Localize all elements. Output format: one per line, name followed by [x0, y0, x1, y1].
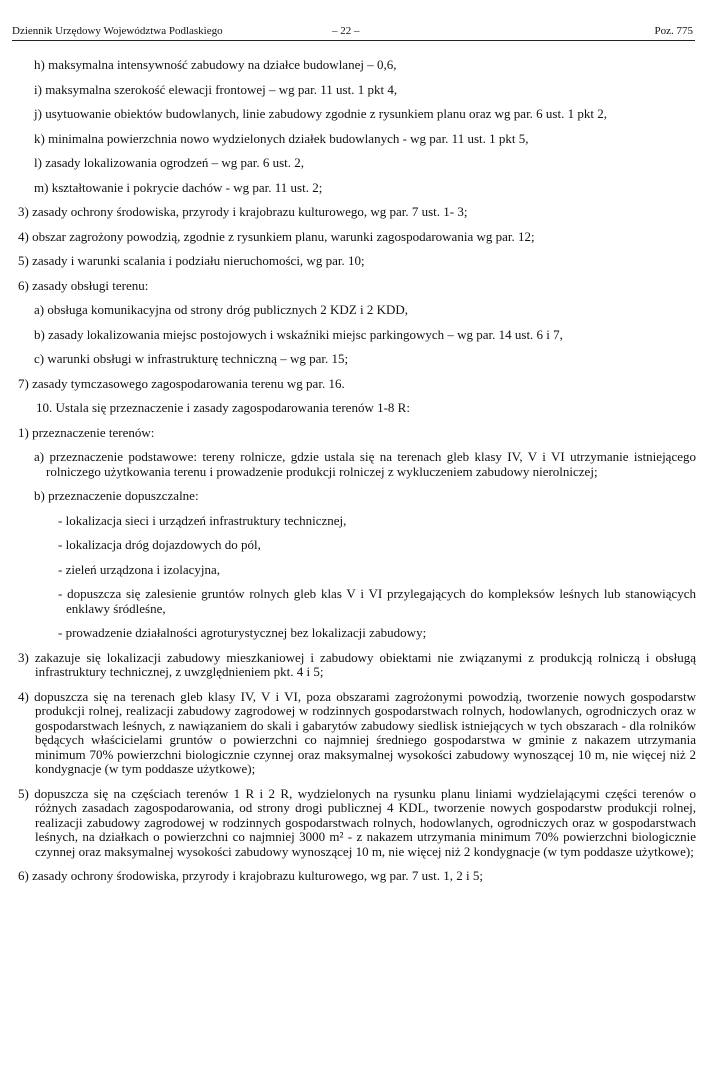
list-item: 6) zasady ochrony środowiska, przyrody i krajobrazu kulturowego, wg par. 7 ust. 1, 2 i 5; — [18, 868, 484, 883]
page-header — [12, 22, 695, 41]
list-item: b) zasady lokalizowania miejsc postojowych i wskaźniki miejsc parkingowych – wg par. 14 ust. 6 i 7, — [34, 326, 563, 342]
list-item: k) minimalna powierzchnia nowo wydzielonych działek budowlanych - wg par. 11 ust. 1 pkt 5, — [34, 130, 529, 146]
journal-title: Dziennik Urzędowy Województwa Podlaskiego — [12, 25, 223, 37]
list-item: i) maksymalna szerokość elewacji frontowej – wg par. 11 ust. 1 pkt 4, — [34, 81, 398, 97]
page-number: – 22 – — [332, 25, 360, 37]
list-item: 3) zakazuje się lokalizacji zabudowy mieszkaniowej i zabudowy obiektami nie związanymi z produkcją rolniczą i obsługą infrastruktury technicznej, z uwzględnieniem pkt. 4 i 5; — [18, 649, 696, 679]
position-number: Poz. 775 — [654, 25, 693, 37]
list-item: a) obsługa komunikacyjna od strony dróg publicznych 2 KDZ i 2 KDD, — [34, 302, 409, 317]
list-item: - prowadzenie działalności agroturystycznej bez lokalizacji zabudowy; — [58, 625, 427, 640]
list-item: l) zasady lokalizowania ogrodzeń – wg par. 6 ust. 2, — [34, 155, 305, 170]
list-item: 5) dopuszcza się na częściach terenów 1 R i 2 R, wydzielonych na rysunku planu liniami wydzielającymi części terenów o różnych zasadach zagospodarowania, od strony drogi publicznej 4 KDL, tworzenie nowych gospodarstw produkcji rolnej, realizacji zabudowy zagrodowej w rodzinnych gospodarstwach rolnych, hodowlanych, ogrodniczych oraz w gospodarstwach leśnych, na działkach o powierzchni co najmniej 3000 m² - z nakazem utrzymania minimum 70% powierzchni biologicznie czynnej oraz maksymalnej wysokości zabudowy wynoszącej 10 m, nie więcej niż 2 kondygnacje (w tym poddasze użytkowe); — [18, 785, 696, 859]
list-item: 7) zasady tymczasowego zagospodarowania terenu wg par. 16. — [18, 375, 345, 391]
list-item: 4) dopuszcza się na terenach gleb klasy IV, V i VI, poza obszarami zagrożonymi powodzią, tworzenie nowych gospodarstw produkcji rolnej, realizacji zabudowy zagrodowej w rodzinnych gospodarstwach rolnych, hodowlanych, ogrodniczych oraz w gospodarstwach leśnych, z nawiązaniem do skali i gabarytów zabudowy siedlisk istniejących w tych obszarach - dla rolników będących właścicielami gruntów o powierzchni co najmniej średniego gospodarstwa w gminie z nakazem utrzymania minimum 70% powierzchni biologicznie czynnej oraz maksymalnej wysokości zabudowy wynoszącej 10 m, nie więcej niż 2 kondygnacje (w tym poddasze użytkowe); — [18, 688, 696, 776]
list-item: a) przeznaczenie podstawowe: tereny rolnicze, gdzie ustala się na terenach gleb klasy IV, V i VI utrzymanie istniejącego rolniczego użytkowania terenu i prowadzenie produkcji rolniczej z wykluczeniem zabudowy nierolniczej; — [34, 449, 696, 479]
list-item: m) kształtowanie i pokrycie dachów - wg par. 11 ust. 2; — [34, 179, 323, 195]
list-item: 6) zasady obsługi terenu: — [18, 277, 149, 293]
list-item: h) maksymalna intensywność zabudowy na działce budowlanej – 0,6, — [34, 57, 397, 72]
list-item: 10. Ustala się przeznaczenie i zasady zagospodarowania terenów 1-8 R: — [36, 400, 410, 415]
list-item: - zieleń urządzona i izolacyjna, — [58, 561, 221, 577]
list-item: - lokalizacja dróg dojazdowych do pól, — [58, 537, 261, 552]
list-item: - dopuszcza się zalesienie gruntów rolnych gleb klas V i VI przylegających do kompleksów leśnych lub stanowiących enklawy śródleśne, — [58, 586, 696, 616]
list-item: 3) zasady ochrony środowiska, przyrody i krajobrazu kulturowego, wg par. 7 ust. 1- 3; — [18, 204, 468, 219]
list-item: 5) zasady i warunki scalania i podziału nieruchomości, wg par. 10; — [18, 253, 365, 268]
list-item: 1) przeznaczenie terenów: — [18, 424, 155, 440]
list-item: - lokalizacja sieci i urządzeń infrastruktury technicznej, — [58, 512, 347, 528]
list-item: 4) obszar zagrożony powodzią, zgodnie z rysunkiem planu, warunki zagospodarowania wg par. 12; — [18, 228, 535, 244]
document-body — [18, 58, 696, 894]
list-item: b) przeznaczenie dopuszczalne: — [34, 488, 199, 503]
list-item: j) usytuowanie obiektów budowlanych, linie zabudowy zgodnie z rysunkiem planu oraz wg par. 6 ust. 1 pkt 2, — [34, 106, 607, 121]
list-item: c) warunki obsługi w infrastrukturę techniczną – wg par. 15; — [34, 351, 349, 366]
